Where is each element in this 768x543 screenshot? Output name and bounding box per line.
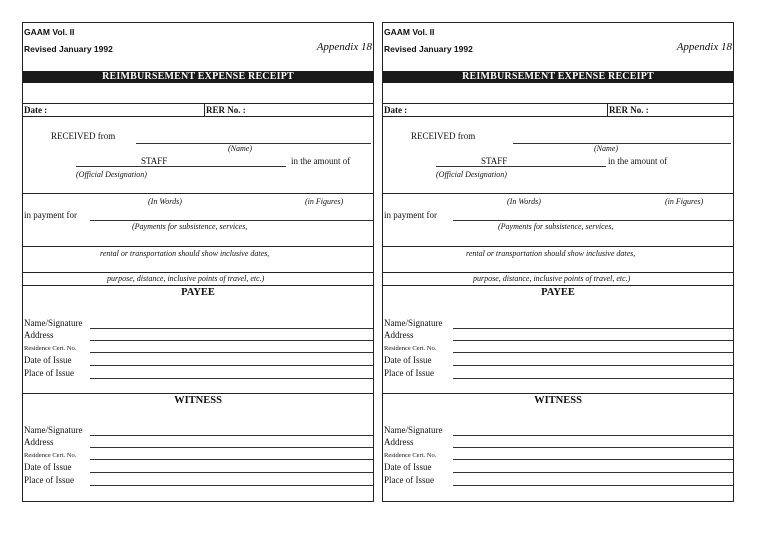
payee-place-label: Place of Issue — [24, 368, 74, 378]
payee-name-line[interactable] — [90, 328, 373, 329]
date-label: Date : — [384, 105, 408, 115]
witness-residence-label: Residence Cert. No. — [24, 452, 77, 459]
witness-date-line[interactable] — [453, 472, 733, 473]
divider — [607, 103, 608, 116]
form-title: REIMBURSEMENT EXPENSE RECEIPT — [383, 71, 733, 83]
witness-residence-label: Residence Cert. No. — [384, 452, 437, 459]
in-figures-caption: (in Figures) — [665, 197, 704, 206]
amount-line[interactable] — [23, 193, 373, 194]
witness-heading: WITNESS — [534, 395, 582, 406]
payment-for-line[interactable] — [90, 220, 373, 221]
witness-date-label: Date of Issue — [24, 462, 72, 472]
in-words-caption: (In Words) — [148, 197, 182, 206]
name-caption: (Name) — [594, 144, 618, 153]
payee-residence-label: Residence Cert. No. — [24, 345, 77, 352]
witness-address-line[interactable] — [453, 447, 733, 448]
appendix-label: Appendix 18 — [316, 41, 372, 53]
payment-for-label: in payment for — [24, 210, 77, 220]
designation-line[interactable] — [436, 166, 606, 167]
received-from-label: RECEIVED from — [51, 131, 116, 141]
staff-value: STAFF — [141, 156, 168, 166]
payee-date-line[interactable] — [453, 365, 733, 366]
divider — [23, 116, 373, 117]
payment-for-label: in payment for — [384, 210, 437, 220]
payments-note-1: (Payments for subsistence, services, — [132, 222, 248, 231]
payee-address-line[interactable] — [453, 340, 733, 341]
divider — [383, 393, 733, 394]
payee-address-label: Address — [384, 330, 414, 340]
payee-residence-line[interactable] — [90, 352, 373, 353]
payee-heading: PAYEE — [181, 287, 215, 298]
witness-address-label: Address — [24, 437, 54, 447]
payment-for-line[interactable] — [453, 220, 733, 221]
in-words-caption: (In Words) — [507, 197, 541, 206]
divider — [383, 285, 733, 286]
divider — [383, 116, 733, 117]
amount-line[interactable] — [383, 193, 733, 194]
witness-heading: WITNESS — [174, 395, 222, 406]
form-title: REIMBURSEMENT EXPENSE RECEIPT — [23, 71, 373, 83]
payments-note-2: rental or transportation should show inclusive dates, — [100, 249, 270, 258]
amount-label: in the amount of — [291, 156, 351, 166]
designation-caption: (Official Designation) — [436, 170, 507, 179]
name-caption: (Name) — [228, 144, 252, 153]
payments-note-1: (Payments for subsistence, services, — [498, 222, 614, 231]
rer-no-label: RER No. : — [609, 105, 649, 115]
appendix-label: Appendix 18 — [676, 41, 732, 53]
receipt-form-left — [22, 22, 374, 502]
payments-note-3: purpose, distance, inclusive points of travel, etc.) — [473, 274, 631, 283]
payee-name-line[interactable] — [453, 328, 733, 329]
witness-date-label: Date of Issue — [384, 462, 432, 472]
revised-label: Revised January 1992 — [24, 44, 113, 54]
rer-no-label: RER No. : — [206, 105, 246, 115]
payment-line-3[interactable] — [383, 272, 733, 273]
payee-address-line[interactable] — [90, 340, 373, 341]
witness-name-line[interactable] — [90, 435, 373, 436]
witness-name-label: Name/Signature — [24, 425, 83, 435]
payee-residence-label: Residence Cert. No. — [384, 345, 437, 352]
payee-date-label: Date of Issue — [24, 355, 72, 365]
receipt-form-right — [382, 22, 734, 502]
witness-date-line[interactable] — [90, 472, 373, 473]
witness-address-line[interactable] — [90, 447, 373, 448]
payee-heading: PAYEE — [541, 287, 575, 298]
org-label: GAAM Vol. II — [24, 27, 75, 37]
received-from-line[interactable] — [513, 143, 731, 144]
divider — [23, 103, 373, 104]
payment-line-2[interactable] — [23, 246, 373, 247]
payee-place-label: Place of Issue — [384, 368, 434, 378]
staff-value: STAFF — [481, 156, 508, 166]
payee-name-label: Name/Signature — [24, 318, 83, 328]
witness-address-label: Address — [384, 437, 414, 447]
payment-line-2[interactable] — [383, 246, 733, 247]
in-figures-caption: (in Figures) — [305, 197, 344, 206]
received-from-line[interactable] — [136, 143, 371, 144]
amount-label: in the amount of — [608, 156, 668, 166]
payee-date-line[interactable] — [90, 365, 373, 366]
witness-residence-line[interactable] — [90, 459, 373, 460]
divider — [383, 103, 733, 104]
payments-note-2: rental or transportation should show inclusive dates, — [466, 249, 636, 258]
payee-place-line[interactable] — [90, 378, 373, 379]
divider — [204, 103, 205, 116]
designation-line[interactable] — [76, 166, 286, 167]
payee-name-label: Name/Signature — [384, 318, 443, 328]
payments-note-3: purpose, distance, inclusive points of travel, etc.) — [107, 274, 265, 283]
org-label: GAAM Vol. II — [384, 27, 435, 37]
witness-place-label: Place of Issue — [24, 475, 74, 485]
witness-place-label: Place of Issue — [384, 475, 434, 485]
designation-caption: (Official Designation) — [76, 170, 147, 179]
witness-residence-line[interactable] — [453, 459, 733, 460]
payee-date-label: Date of Issue — [384, 355, 432, 365]
received-from-label: RECEIVED from — [411, 131, 476, 141]
payment-line-3[interactable] — [23, 272, 373, 273]
payee-residence-line[interactable] — [453, 352, 733, 353]
payee-place-line[interactable] — [453, 378, 733, 379]
witness-place-line[interactable] — [90, 485, 373, 486]
payee-address-label: Address — [24, 330, 54, 340]
divider — [23, 285, 373, 286]
witness-name-label: Name/Signature — [384, 425, 443, 435]
witness-place-line[interactable] — [453, 485, 733, 486]
witness-name-line[interactable] — [453, 435, 733, 436]
divider — [23, 393, 373, 394]
revised-label: Revised January 1992 — [384, 44, 473, 54]
date-label: Date : — [24, 105, 48, 115]
